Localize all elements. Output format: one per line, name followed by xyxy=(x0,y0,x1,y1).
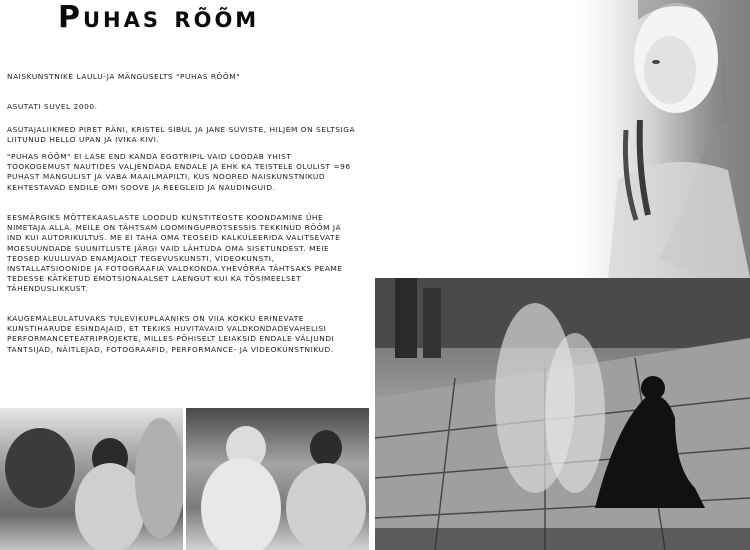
philosophy-text: "PUHAS RÕÕM" EI LASE END KANDA EGOTRIPIL VAID LOODAB YHIST TOOKOGEMUST NAUTIDES VALJENDADA ENDALE JA EHK KA TEISTELE OLULIST =96 PUHAST MANGULIST JA VABA MAAILMAPILTI, KUS NOORED NAISKUNSTNIKUD KEHTESTAVAD ENDILE OMI SOOVE JA REEGLEID JA NAUDINGUID. xyxy=(7,152,351,192)
group-photo-right xyxy=(186,408,369,550)
intro-paragraph xyxy=(7,72,357,82)
future-plans-text: KAUGEMALEULATUVAKS TULEVIKUPLAANIKS ON VIIA KOKKU ERINEVATE KUNSTIHARUDE ESINDAJAID, ET TEKIKS HUVITAVAID VALDKONDADEVAHELISI PERFORMANCETEATRIPROJEKTE, MILLES PÕHISELT LEIAKSID ENDALE VÄLJUNDI TANTSIJAD, NÄITLEJAD, FOTOGRAAFID, PERFORMANCE- JA VIDEOKUNSTNIKUD. xyxy=(7,314,335,354)
members-paragraph xyxy=(7,125,357,145)
members-text: ASUTAJALIIKMED PIRET RÄNI, KRISTEL SIBUL JA JANE SUVISTE, HILJEM ON SELTSIGA LIITUNUD HELLO UPAN JA IVIKA KIVI. xyxy=(7,125,356,145)
goals-paragraph xyxy=(7,213,357,295)
founded-paragraph xyxy=(7,102,357,112)
goals-text: EESMÄRGIKS MÕTTEKAASLASTE LOODUD KUNSTITEOSTE KOONDAMINE ÜHE NIMETAJA ALLA. MEILE ON TÄHTSAM LOOMINGUPROTSESSIS TEKKINUD RÕÕM JA IND KUI AUTORIKULTUS. ME EI TAHA OMA TEOSEID KALKULEERIDA VALITSEVATE MOESUUNDADE SUUNITLUSTE JÄRGI VAID LÄHTUDA OMA SISETUNDEST. MEIE TEOSED KUULUVAD ENAMJAOLT TEGEVUSKUNSTI, VIDEOKUNSTI, INSTALLATSIOONIDE JA FOTOGRAAFIA VALDKONDA.YHEVÕRRA TÄHTSAKS PEAME TEDESSE KÄTKETUD EMOTSIONAALSET LAENGUT KUI KA TÕSIMEELSET TÄHENDUSLIKKUST. xyxy=(7,213,343,294)
floor-performance-photo xyxy=(375,278,750,550)
philosophy-paragraph xyxy=(7,152,357,193)
portrait-photo xyxy=(578,0,750,278)
founded-text: ASUTATI SUVEL 2000. xyxy=(7,102,98,111)
group-photo-left xyxy=(0,408,183,550)
future-plans-paragraph xyxy=(7,314,357,355)
page-title: Puhas rõõm xyxy=(58,0,260,35)
intro-text: NAISKUNSTNIKE LAULU-JA MÄNGUSELTS "PUHAS RÕÕM" xyxy=(7,72,241,81)
